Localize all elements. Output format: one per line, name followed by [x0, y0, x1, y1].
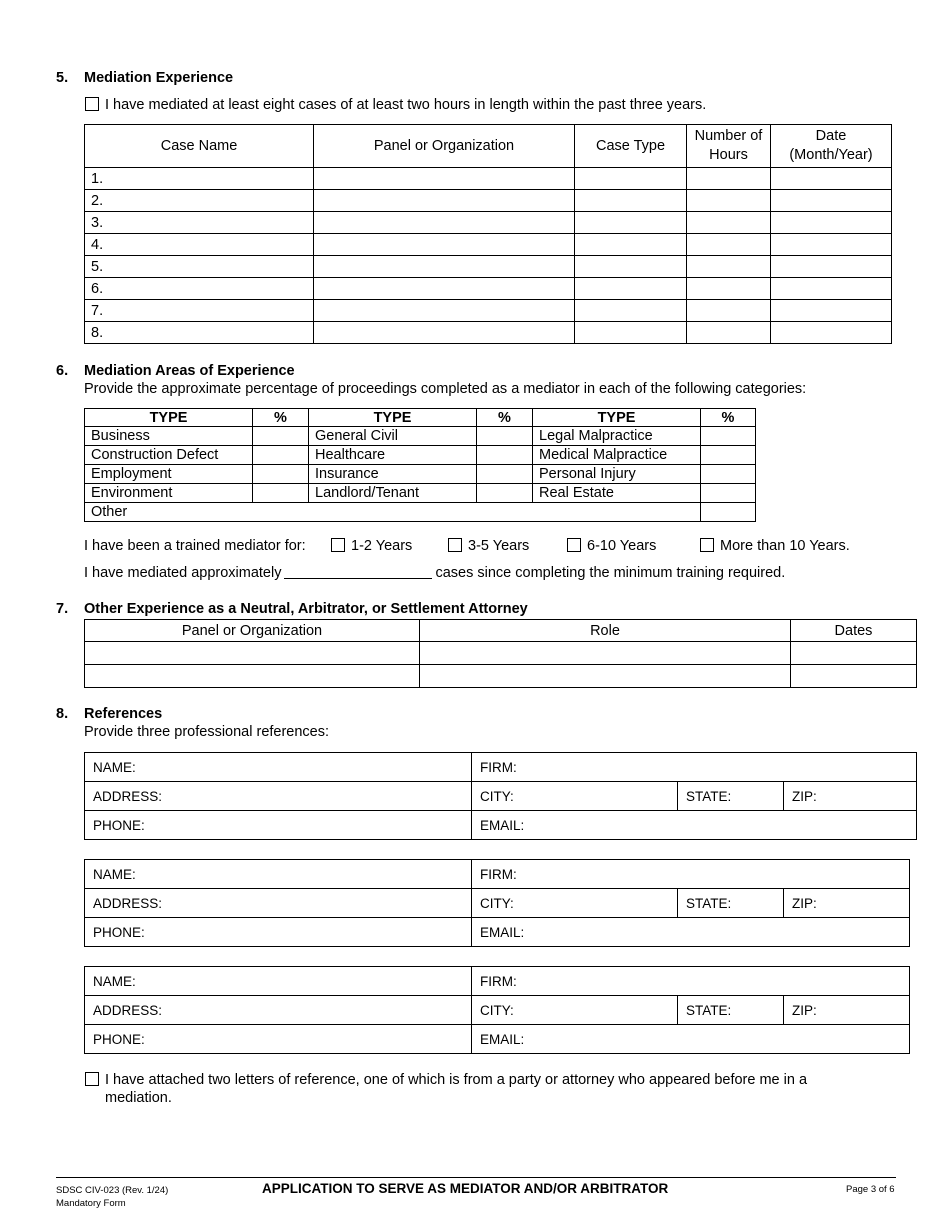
panel-organization-field[interactable]: [314, 168, 575, 190]
area-type-label: Legal Malpractice: [533, 427, 701, 446]
case-name-field[interactable]: 4.: [85, 234, 314, 256]
area-pct-field[interactable]: [701, 427, 756, 446]
trained-option-1-2: [331, 538, 412, 554]
mediated-approx-suffix: cases since completing the minimum training required.: [435, 565, 786, 581]
ref-zip-label: ZIP:: [792, 788, 817, 804]
section-8-instructions: Provide three professional references:: [84, 724, 330, 740]
ref-address-label: ADDRESS:: [93, 895, 163, 911]
table-row: [85, 168, 892, 190]
panel-organization-field[interactable]: [314, 234, 575, 256]
ref-city-label: CITY:: [480, 788, 514, 804]
other-pct-field[interactable]: [701, 503, 756, 522]
area-type-label: Personal Injury: [533, 465, 701, 484]
reference-row: [85, 811, 917, 840]
ref-name-label: NAME:: [93, 866, 136, 882]
ref-firm-label: FIRM:: [480, 866, 517, 882]
table-row: [85, 322, 892, 344]
pct-header: %: [477, 409, 533, 427]
dates-field[interactable]: [791, 665, 917, 688]
ref-name-field[interactable]: [85, 753, 472, 782]
reference-row: [85, 996, 910, 1025]
ref-firm-field[interactable]: [472, 860, 910, 889]
areas-other-row: [85, 503, 756, 522]
mediated-approx-row: [84, 565, 785, 581]
col-panel-organization: Panel or Organization: [85, 620, 420, 642]
hours-field[interactable]: [687, 256, 771, 278]
ref-phone-label: PHONE:: [93, 1031, 145, 1047]
dates-field[interactable]: [791, 642, 917, 665]
table-row: [85, 190, 892, 212]
ref-city-label: CITY:: [480, 1002, 514, 1018]
section-6-number: 6.: [56, 363, 69, 379]
mediated-eight-cases-label: I have mediated at least eight cases of at least two hours in length within the past three years.: [105, 97, 707, 113]
area-type-label: Healthcare: [309, 446, 477, 465]
footer-rule: [56, 1177, 896, 1178]
letters-attached-row: [85, 1072, 807, 1088]
col-date: Date (Month/Year): [771, 125, 892, 168]
hours-field[interactable]: [687, 212, 771, 234]
col-dates: Dates: [791, 620, 917, 642]
ref-address-label: ADDRESS:: [93, 1002, 163, 1018]
area-pct-field[interactable]: [701, 446, 756, 465]
reference-2-table: [84, 859, 910, 947]
mediation-experience-table: [84, 124, 892, 344]
ref-state-label: STATE:: [686, 1002, 732, 1018]
section-8-number: 8.: [56, 706, 69, 722]
case-type-field[interactable]: [575, 234, 687, 256]
panel-organization-field[interactable]: [85, 665, 420, 688]
mediation-areas-table: [84, 408, 756, 522]
reference-row: [85, 753, 917, 782]
ref-email-field[interactable]: [472, 811, 917, 840]
reference-row: [85, 918, 910, 947]
area-pct-field[interactable]: [253, 427, 309, 446]
pct-header: %: [701, 409, 756, 427]
footer-form-type: Mandatory Form: [56, 1198, 126, 1209]
ref-phone-label: PHONE:: [93, 924, 145, 940]
ref-city-field[interactable]: [472, 782, 678, 811]
reference-row: [85, 889, 910, 918]
table-row: [85, 256, 892, 278]
table-header-row: [85, 125, 892, 168]
other-experience-table: [84, 619, 917, 688]
date-field[interactable]: [771, 278, 892, 300]
areas-row: [85, 484, 756, 503]
pct-header: %: [253, 409, 309, 427]
area-pct-field[interactable]: [477, 446, 533, 465]
other-label: Other: [85, 503, 701, 522]
ref-name-label: NAME:: [93, 973, 136, 989]
ref-phone-field[interactable]: [85, 811, 472, 840]
case-type-field[interactable]: [575, 190, 687, 212]
ref-email-field[interactable]: [472, 1025, 910, 1054]
case-type-field[interactable]: [575, 212, 687, 234]
letters-attached-label-cont: mediation.: [105, 1090, 172, 1106]
panel-organization-field[interactable]: [314, 212, 575, 234]
ref-zip-label: ZIP:: [792, 1002, 817, 1018]
case-name-field[interactable]: 8.: [85, 322, 314, 344]
areas-row: [85, 446, 756, 465]
case-type-field[interactable]: [575, 278, 687, 300]
area-type-label: Employment: [85, 465, 253, 484]
section-6-instructions: Provide the approximate percentage of proceedings completed as a mediator in each of the following categories:: [84, 381, 807, 397]
date-field[interactable]: [771, 322, 892, 344]
areas-row: [85, 465, 756, 484]
reference-row: [85, 860, 910, 889]
reference-1-table: [84, 752, 917, 840]
area-type-label: Insurance: [309, 465, 477, 484]
panel-organization-field[interactable]: [314, 256, 575, 278]
trained-1-2-checkbox[interactable]: [331, 538, 345, 552]
mediated-approx-prefix: I have mediated approximately: [84, 565, 282, 581]
mediated-cases-count-field[interactable]: [284, 565, 432, 579]
ref-city-field[interactable]: [472, 996, 678, 1025]
col-panel-organization: Panel or Organization: [314, 125, 575, 168]
area-type-label: Business: [85, 427, 253, 446]
type-header: TYPE: [309, 409, 477, 427]
hours-field[interactable]: [687, 278, 771, 300]
hours-field[interactable]: [687, 234, 771, 256]
case-type-field[interactable]: [575, 300, 687, 322]
ref-zip-field[interactable]: [784, 889, 910, 918]
case-name-field[interactable]: 3.: [85, 212, 314, 234]
panel-organization-field[interactable]: [85, 642, 420, 665]
ref-email-label: EMAIL:: [480, 817, 525, 833]
area-pct-field[interactable]: [477, 465, 533, 484]
date-field[interactable]: [771, 256, 892, 278]
trained-3-5-checkbox[interactable]: [448, 538, 462, 552]
table-row: [85, 665, 917, 688]
table-row: [85, 642, 917, 665]
role-field[interactable]: [420, 665, 791, 688]
ref-email-label: EMAIL:: [480, 924, 525, 940]
panel-organization-field[interactable]: [314, 300, 575, 322]
area-type-label: Medical Malpractice: [533, 446, 701, 465]
case-name-field[interactable]: 2.: [85, 190, 314, 212]
area-type-label: General Civil: [309, 427, 477, 446]
trained-6-10-checkbox[interactable]: [567, 538, 581, 552]
case-name-field[interactable]: 5.: [85, 256, 314, 278]
trained-option-label: 6-10 Years: [587, 538, 657, 554]
trained-10-plus-checkbox[interactable]: [700, 538, 714, 552]
area-type-label: Environment: [85, 484, 253, 503]
letters-attached-checkbox[interactable]: [85, 1072, 99, 1086]
trained-option-6-10: [567, 538, 656, 554]
ref-address-field[interactable]: [85, 889, 472, 918]
area-pct-field[interactable]: [701, 484, 756, 503]
section-8-title: References: [84, 706, 163, 722]
ref-state-field[interactable]: [678, 889, 784, 918]
footer-page-number: Page 3 of 6: [846, 1184, 895, 1195]
trained-option-label: More than 10 Years.: [720, 538, 850, 554]
ref-zip-field[interactable]: [784, 782, 917, 811]
col-number-of-hours: Number of Hours: [687, 125, 771, 168]
case-name-field[interactable]: 7.: [85, 300, 314, 322]
ref-state-field[interactable]: [678, 996, 784, 1025]
ref-state-label: STATE:: [686, 895, 732, 911]
type-header: TYPE: [533, 409, 701, 427]
ref-firm-field[interactable]: [472, 753, 917, 782]
ref-phone-field[interactable]: [85, 1025, 472, 1054]
trained-option-3-5: [448, 538, 529, 554]
date-field[interactable]: [771, 212, 892, 234]
reference-3-table: [84, 966, 910, 1054]
ref-firm-label: FIRM:: [480, 973, 517, 989]
area-pct-field[interactable]: [253, 465, 309, 484]
table-row: [85, 234, 892, 256]
panel-organization-field[interactable]: [314, 190, 575, 212]
ref-phone-field[interactable]: [85, 918, 472, 947]
ref-firm-field[interactable]: [472, 967, 910, 996]
ref-zip-field[interactable]: [784, 996, 910, 1025]
area-pct-field[interactable]: [477, 427, 533, 446]
ref-zip-label: ZIP:: [792, 895, 817, 911]
ref-name-label: NAME:: [93, 759, 136, 775]
ref-name-field[interactable]: [85, 860, 472, 889]
ref-city-field[interactable]: [472, 889, 678, 918]
hours-field[interactable]: [687, 190, 771, 212]
ref-email-label: EMAIL:: [480, 1031, 525, 1047]
reference-row: [85, 1025, 910, 1054]
mediated-eight-cases-checkbox[interactable]: [85, 97, 99, 111]
area-type-label: Real Estate: [533, 484, 701, 503]
panel-organization-field[interactable]: [314, 278, 575, 300]
trained-option-label: 1-2 Years: [351, 538, 413, 554]
section-6-title: Mediation Areas of Experience: [84, 363, 295, 379]
ref-address-field[interactable]: [85, 782, 472, 811]
hours-field[interactable]: [687, 322, 771, 344]
reference-row: [85, 782, 917, 811]
case-type-field[interactable]: [575, 168, 687, 190]
areas-header-row: [85, 409, 756, 427]
table-row: [85, 278, 892, 300]
ref-state-field[interactable]: [678, 782, 784, 811]
trained-option-label: 3-5 Years: [468, 538, 530, 554]
area-pct-field[interactable]: [477, 484, 533, 503]
area-pct-field[interactable]: [253, 446, 309, 465]
col-case-type: Case Type: [575, 125, 687, 168]
col-case-name: Case Name: [85, 125, 314, 168]
case-type-field[interactable]: [575, 322, 687, 344]
case-type-field[interactable]: [575, 256, 687, 278]
hours-field[interactable]: [687, 168, 771, 190]
other-header-row: [85, 620, 917, 642]
reference-row: [85, 967, 910, 996]
section-7-number: 7.: [56, 601, 69, 617]
ref-city-label: CITY:: [480, 895, 514, 911]
hours-field[interactable]: [687, 300, 771, 322]
ref-phone-label: PHONE:: [93, 817, 145, 833]
ref-address-field[interactable]: [85, 996, 472, 1025]
footer-title: APPLICATION TO SERVE AS MEDIATOR AND/OR ARBITRATOR: [262, 1181, 669, 1196]
col-role: Role: [420, 620, 791, 642]
role-field[interactable]: [420, 642, 791, 665]
footer-form-info: [56, 1184, 168, 1210]
table-row: [85, 212, 892, 234]
ref-state-label: STATE:: [686, 788, 732, 804]
areas-row: [85, 427, 756, 446]
trained-label: I have been a trained mediator for:: [84, 538, 306, 554]
section-5-title: Mediation Experience: [84, 70, 234, 86]
ref-address-label: ADDRESS:: [93, 788, 163, 804]
area-type-label: Landlord/Tenant: [309, 484, 477, 503]
panel-organization-field[interactable]: [314, 322, 575, 344]
date-field[interactable]: [771, 234, 892, 256]
date-field[interactable]: [771, 300, 892, 322]
area-pct-field[interactable]: [253, 484, 309, 503]
footer-form-id: SDSC CIV-023 (Rev. 1/24): [56, 1185, 169, 1196]
ref-firm-label: FIRM:: [480, 759, 517, 775]
ref-name-field[interactable]: [85, 967, 472, 996]
date-field[interactable]: [771, 190, 892, 212]
type-header: TYPE: [85, 409, 253, 427]
table-row: [85, 300, 892, 322]
area-type-label: Construction Defect: [85, 446, 253, 465]
area-pct-field[interactable]: [701, 465, 756, 484]
trained-option-10-plus: [700, 538, 850, 554]
case-name-field[interactable]: 1.: [85, 168, 314, 190]
letters-attached-label: I have attached two letters of reference, one of which is from a party or attorney who appeared before me in a: [105, 1072, 808, 1088]
mediated-eight-cases-row: [85, 97, 706, 113]
case-name-field[interactable]: 6.: [85, 278, 314, 300]
date-field[interactable]: [771, 168, 892, 190]
section-7-title: Other Experience as a Neutral, Arbitrator, or Settlement Attorney: [84, 601, 528, 617]
ref-email-field[interactable]: [472, 918, 910, 947]
section-5-number: 5.: [56, 70, 69, 86]
